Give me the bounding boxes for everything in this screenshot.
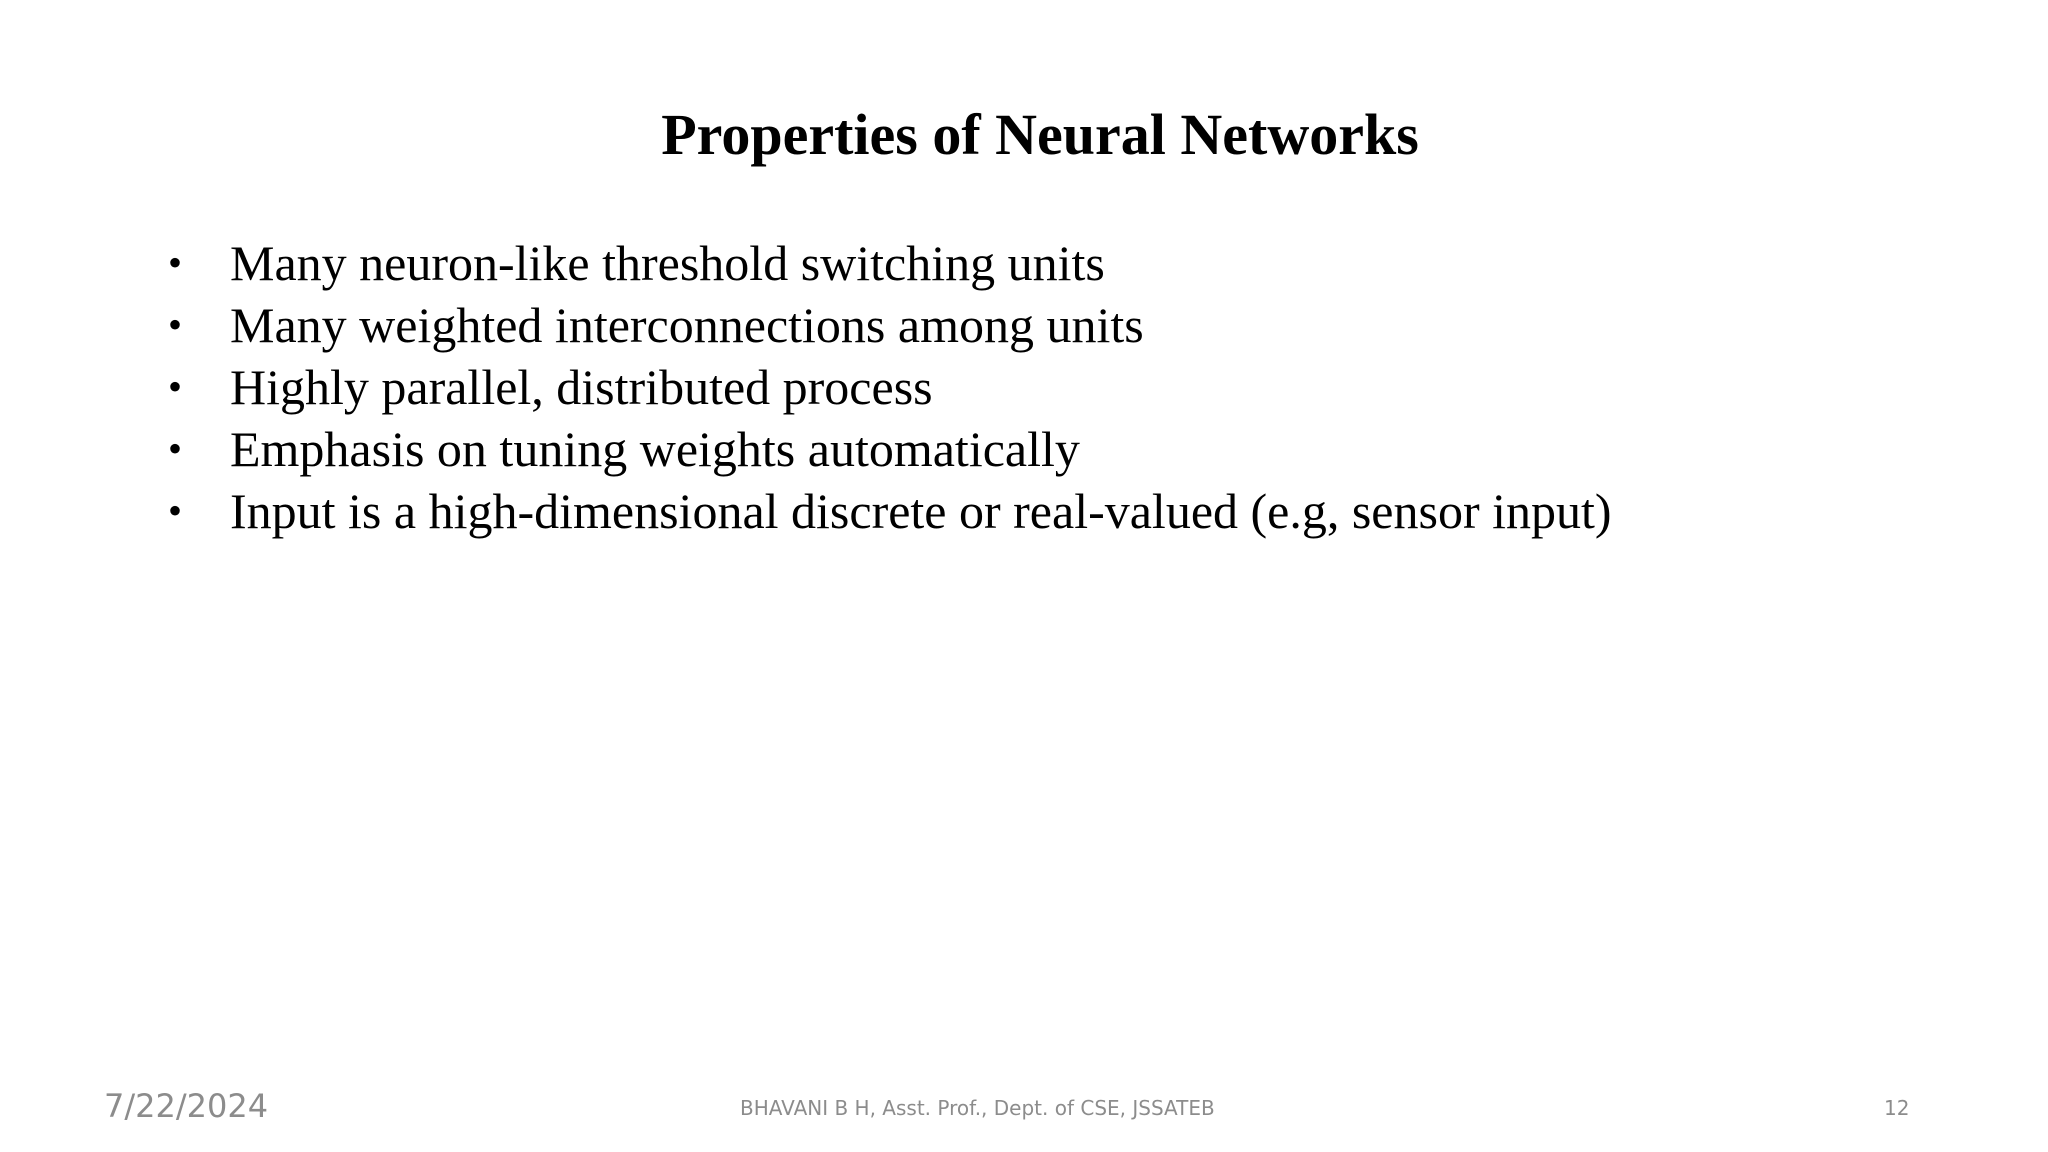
footer-author: BHAVANI B H, Asst. Prof., Dept. of CSE, JSSATEB [740, 1096, 1215, 1120]
slide-title: Properties of Neural Networks [661, 102, 1419, 167]
bullet-icon: • [168, 426, 183, 471]
bullet-text: Emphasis on tuning weights automatically [230, 421, 1080, 477]
bullet-text: Many weighted interconnections among units [230, 297, 1144, 353]
bullet-text: Many neuron-like threshold switching units [230, 235, 1105, 291]
bullet-icon: • [168, 364, 183, 409]
footer-date: 7/22/2024 [104, 1087, 269, 1125]
bullet-text: Input is a high-dimensional discrete or real-valued (e.g, sensor input) [230, 483, 1612, 539]
bullet-item [168, 418, 1612, 480]
bullet-list [168, 232, 1612, 542]
bullet-item [168, 480, 1612, 542]
bullet-item [168, 356, 1612, 418]
bullet-icon: • [168, 488, 183, 533]
bullet-item [168, 232, 1612, 294]
page-number: 12 [1884, 1096, 1910, 1120]
bullet-item [168, 294, 1612, 356]
bullet-text: Highly parallel, distributed process [230, 359, 933, 415]
bullet-icon: • [168, 302, 183, 347]
bullet-icon: • [168, 240, 183, 285]
